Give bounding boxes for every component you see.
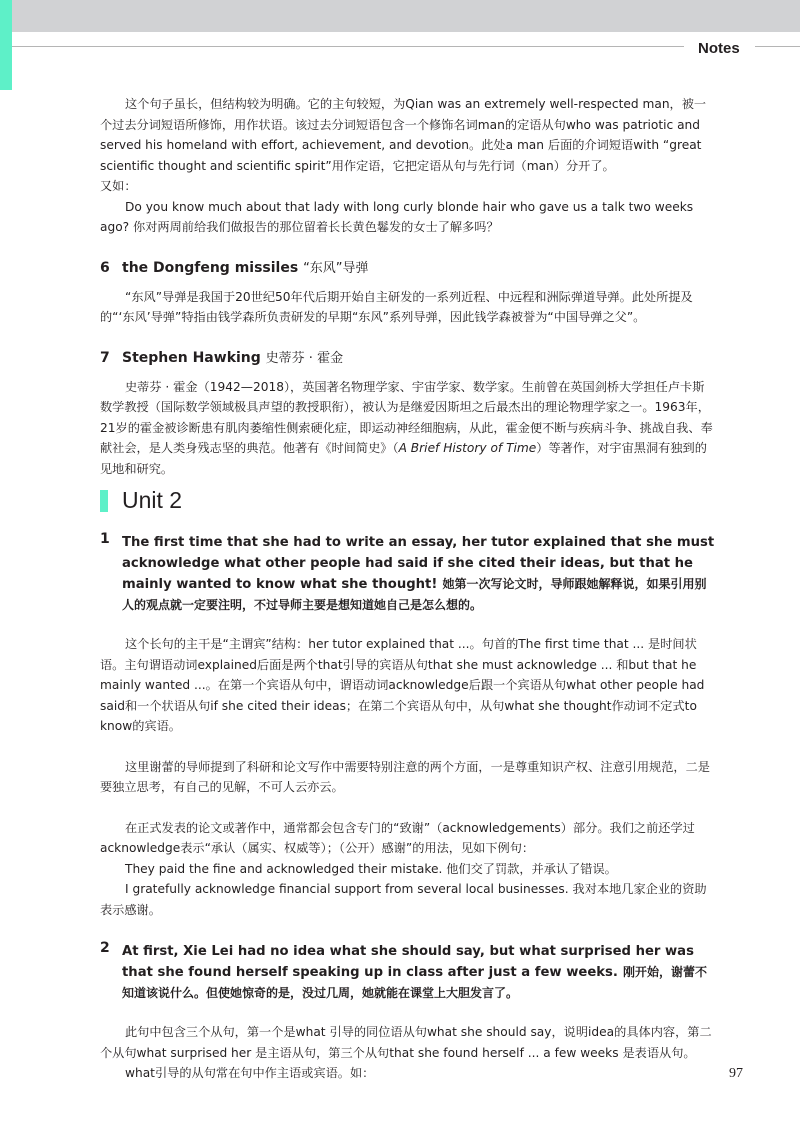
intro-paragraph: 这个句子虽长，但结构较为明确。它的主句较短，为Qian was an extremely well-respected man，被一个过去分词短语所修饰，用作状语。该过去分词短语包含一个修饰名词man的定语从句who was patriotic and served his homeland with effort, achievement, and devotion。此处a man 后面的介词短语with “great scientific thought and scientific spirit”用作定语，它把定语从句与先行词（man）分开了。 [100, 97, 707, 173]
note-heading-6 [100, 258, 716, 279]
notes-label: Notes [698, 40, 740, 57]
note-heading-7 [100, 348, 716, 369]
book-title: A Brief History of Time [398, 441, 537, 455]
note-body-7-b: ）等著作，对宇宙黑洞有独到的见地和研究。 [100, 441, 707, 476]
unit2-note1-analysis: 这个长句的主干是“主谓宾”结构：her tutor explained that ...。句首的The first time that ... 是时间状语。主句谓语动词explained后面是两个that引导的宾语从句that she must acknowledge ... 和but that he mainly wanted ...。在第一个宾语从句中，谓语动词acknowledge后跟一个宾语从句what other people had said和一个状语从句if she cited their ideas；在第二个宾语从句中，从句what she thought作动词不定式to know的宾语。 [100, 637, 705, 733]
page-content [100, 94, 716, 1084]
intro-example: Do you know much about that lady with long curly blonde hair who gave us a talk two weeks ago? 你对两周前给我们做报告的那位留着长长黄色鬈发的女士了解多吗？ [100, 199, 694, 234]
note-sentence-cn: 她第一次写论文时，导师跟她解释说，如果引用别人的观点就一定要注明，不过导师主要是想知道她自己是怎么想的。 [122, 577, 707, 612]
note-sentence-cn: 刚开始，谢蕾不知道该说什么。但使她惊奇的是，没过几周，她就能在课堂上大胆发言了。 [122, 965, 708, 1000]
note-term-cn: “东风”导弹 [303, 260, 369, 276]
accent-bar [0, 0, 12, 90]
note-sentence: At first, Xie Lei had no idea what she should say, but what surprised her was that she found herself speaking up in class after just a few weeks. [122, 944, 694, 980]
note-body-6: “东风”导弹是我国于20世纪50年代后期开始自主研发的一系列近程、中远程和洲际弹道导弹。此处所提及的“‘东风’导弹”特指由钱学森所负责研发的早期“东风”系列导弹，因此钱学森被誉为“中国导弹之父”。 [100, 289, 693, 324]
header-rule [12, 46, 684, 47]
header-band [0, 0, 800, 32]
unit-accent-bar [100, 490, 108, 512]
unit2-note1-usage: 在正式发表的论文或著作中，通常都会包含专门的“致谢”（acknowledgements）部分。我们之前还学过acknowledge表示“承认（属实、权威等）；（公开）感谢”的用法，见如下例句： [100, 820, 695, 855]
unit2-note-heading-1 [100, 531, 716, 614]
note-body-7-a: 史蒂芬 · 霍金（1942—2018），英国著名物理学家、宇宙学家、数学家。生前曾在英国剑桥大学担任卢卡斯数学教授（国际数学领域极具声望的教授职衔），被认为是继爱因斯坦之后最杰出的理论物理学家之一。1963年，21岁的霍金被诊断患有肌肉萎缩性侧索硬化症，即运动神经细胞病，从此，霍金便不断与疾病斗争、挑战自我、奉献社会，是人类身残志坚的典范。他著有《时间简史》（ [100, 379, 713, 455]
note-body-7 [100, 377, 716, 480]
note-number: 7 [100, 349, 110, 366]
header-rule-right [755, 46, 800, 47]
note-number: 2 [100, 940, 110, 956]
note-term-cn: 史蒂芬 · 霍金 [265, 350, 344, 366]
note-number: 1 [100, 531, 110, 547]
unit-heading [100, 489, 716, 515]
unit2-note2-example-label: what引导的从句常在句中作主语或宾语。如： [125, 1066, 375, 1080]
unit-title: Unit 2 [122, 487, 183, 513]
note-term: Stephen Hawking [122, 349, 261, 366]
intro-example-label: 又如： [100, 179, 137, 193]
note-number: 6 [100, 259, 110, 276]
note-sentence: The first time that she had to write an essay, her tutor explained that she must acknowledge what other people had said if she cited their ideas, but that he mainly wanted to know what she thought! [122, 535, 715, 592]
unit2-note1-commentary: 这里谢蕾的导师提到了科研和论文写作中需要特别注意的两个方面，一是尊重知识产权、注意引用规范，二是要独立思考，有自己的见解，不可人云亦云。 [100, 759, 710, 794]
page-number: 97 [729, 1066, 743, 1081]
unit2-note-heading-2 [100, 940, 716, 1002]
unit2-note2-analysis: 此句中包含三个从句，第一个是what 引导的同位语从句what she should say，说明idea的具体内容，第二个从句what surprised her 是主语从句，第三个从句that she found herself ... a few weeks 是表语从句。 [100, 1025, 712, 1060]
example-sentence-2: I gratefully acknowledge financial support from several local businesses. 我对本地几家企业的资助表示感谢。 [100, 882, 707, 917]
example-sentence-1: They paid the fine and acknowledged their mistake. 他们交了罚款，并承认了错误。 [125, 861, 617, 876]
note-term: the Dongfeng missiles [122, 259, 299, 276]
